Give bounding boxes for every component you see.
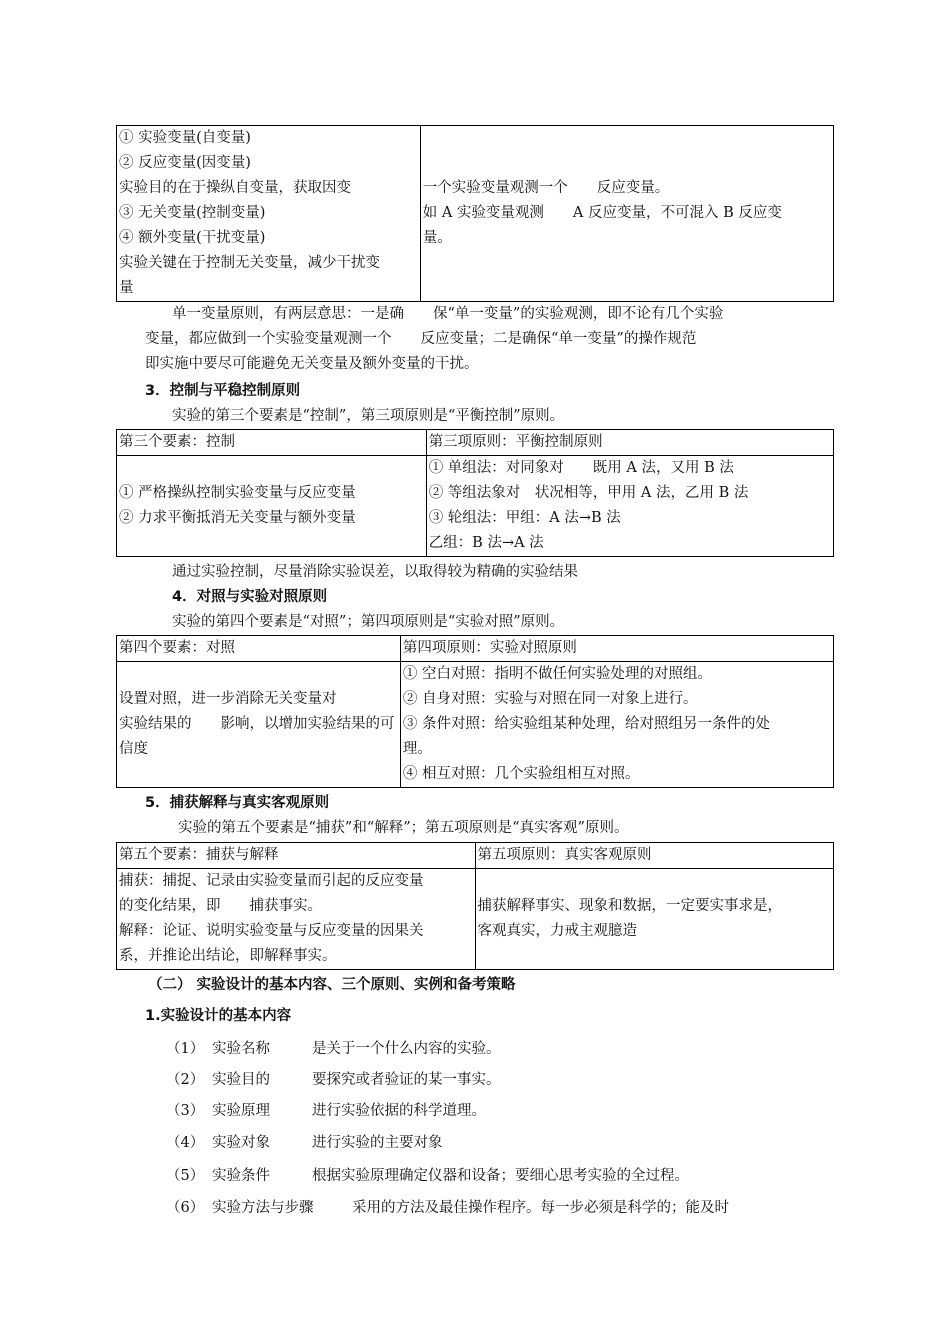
section-heading: 5．捕获解释与真实客观原则: [145, 795, 330, 811]
cell-line: ② 力求平衡抵消无关变量与额外变量: [119, 510, 356, 526]
table-row: [117, 456, 834, 557]
cell-line: ② 自身对照：实验与对照在同一对象上进行。: [402, 691, 698, 707]
table-row: [117, 430, 834, 456]
cell-line: 解释：论证、说明实验变量与反应变量的因果关: [119, 923, 424, 939]
item-number: （2）: [166, 1072, 205, 1088]
section-intro: 实验的第四个要素是“对照”；第四项原则是“实验对照”原则。: [172, 614, 565, 630]
sub-heading: 1.实验设计的基本内容: [145, 1008, 292, 1024]
cell-line: ① 单组法：对同象对 既用 A 法，又用 B 法: [428, 460, 734, 476]
table-header-cell: 第三个要素：控制: [117, 430, 427, 456]
table-cell: [117, 456, 427, 557]
item-number: （3）: [166, 1103, 205, 1119]
section-intro: 实验的第五个要素是“捕获”和“解释”；第五项原则是“真实客观”原则。: [178, 820, 629, 836]
table-cell: [117, 662, 401, 788]
paragraph-line: 即实施中要尽可能避免无关变量及额外变量的干扰。: [145, 356, 479, 372]
item-number: （5）: [166, 1168, 205, 1184]
section-heading: 3．控制与平稳控制原则: [145, 383, 301, 399]
item-number: （6）: [166, 1200, 205, 1216]
table-cell: [426, 456, 833, 557]
cell-line: 量: [119, 280, 134, 296]
list-item: [0, 1196, 950, 1221]
item-description: 要探究或者验证的某一事实。: [312, 1072, 501, 1088]
cell-line: 信度: [119, 741, 148, 757]
cell-line: 捕获解释事实、现象和数据，一定要实事求是，: [477, 898, 783, 914]
cell-line: 客观真实，力戒主观臆造: [477, 923, 638, 939]
item-name: 实验条件: [212, 1168, 270, 1184]
table-cell: [117, 869, 476, 970]
variables-table: [116, 125, 834, 302]
item-number: （1）: [166, 1041, 205, 1057]
item-number: （4）: [166, 1135, 205, 1151]
cell-line: ② 反应变量(因变量): [119, 155, 251, 171]
item-description: 是关于一个什么内容的实验。: [312, 1041, 501, 1057]
table-row: [117, 843, 834, 869]
cell-line: 实验关键在于控制无关变量，减少干扰变: [119, 255, 380, 271]
table-header-cell: 第五个要素：捕获与解释: [117, 843, 476, 869]
item-name: 实验原理: [212, 1103, 270, 1119]
item-name: 实验方法与步骤: [212, 1200, 314, 1216]
item-description: 进行实验依据的科学道理。: [312, 1103, 486, 1119]
list-item: [0, 1037, 950, 1062]
list-item: [0, 1164, 950, 1189]
list-item: [0, 1068, 950, 1093]
cell-line: ① 实验变量(自变量): [119, 130, 251, 146]
table-cell: [475, 869, 833, 970]
paragraph-line: 变量，都应做到一个实验变量观测一个 反应变量；二是确保“单一变量”的操作规范: [145, 331, 697, 347]
cell-line: 实验结果的 影响，以增加实验结果的可: [119, 716, 395, 732]
cell-line: ④ 相互对照：几个实验组相互对照。: [402, 766, 640, 782]
cell-line: ③ 无关变量(控制变量): [119, 205, 266, 221]
section-note: 通过实验控制，尽量消除实验误差，以取得较为精确的实验结果: [172, 564, 578, 580]
section-intro: 实验的第三个要素是“控制”，第三项原则是“平衡控制”原则。: [172, 408, 565, 424]
cell-line: ② 等组法象对 状况相等，甲用 A 法，乙用 B 法: [428, 485, 749, 501]
item-description: 根据实验原理确定仪器和设备；要细心思考实验的全过程。: [312, 1168, 689, 1184]
variables-cell-left: [117, 126, 421, 302]
section-heading: 4．对照与实验对照原则: [172, 589, 328, 605]
list-item: [0, 1131, 950, 1156]
table-row: [117, 636, 834, 662]
table-header-cell: 第四项原则：实验对照原则: [400, 636, 833, 662]
table-cell: [400, 662, 833, 788]
cell-line: 的变化结果，即 捕获事实。: [119, 898, 322, 914]
cell-line: 量。: [422, 230, 452, 246]
cell-line: 实验目的在于操纵自变量，获取因变: [119, 180, 351, 196]
control-table: [116, 429, 834, 557]
table-header-cell: 第五项原则：真实客观原则: [475, 843, 833, 869]
cell-line: 理。: [402, 741, 432, 757]
table-header-cell: 第四个要素：对照: [117, 636, 401, 662]
cell-line: ③ 轮组法：甲组：A 法→B 法: [428, 510, 621, 526]
cell-line: 如 A 实验变量观测 A 反应变量，不可混入 B 反应变: [422, 205, 782, 221]
cell-line: 乙组：B 法→A 法: [428, 535, 544, 551]
item-description: 采用的方法及最佳操作程序。每一步必须是科学的；能及时: [352, 1200, 729, 1216]
cell-line: 系，并推论出结论，即解释事实。: [119, 948, 337, 964]
table-row: [117, 126, 834, 302]
cell-line: 捕获：捕捉、记录由实验变量而引起的反应变量: [119, 873, 424, 889]
cell-line: ③ 条件对照：给实验组某种处理，给对照组另一条件的处: [402, 716, 770, 732]
contrast-table: [116, 635, 834, 788]
table-row: [117, 869, 834, 970]
list-item: [0, 1099, 950, 1124]
part-heading: （二） 实验设计的基本内容、三个原则、实例和备考策略: [148, 977, 516, 993]
table-row: [117, 662, 834, 788]
paragraph-line: 单一变量原则，有两层意思：一是确 保“单一变量”的实验观测，即不论有几个实验: [172, 306, 724, 322]
cell-line: 一个实验变量观测一个 反应变量。: [422, 180, 670, 196]
table-header-cell: 第三项原则：平衡控制原则: [426, 430, 833, 456]
item-description: 进行实验的主要对象: [312, 1135, 443, 1151]
cell-line: ① 空白对照：指明不做任何实验处理的对照组。: [402, 666, 712, 682]
variables-cell-right: [420, 126, 833, 302]
cell-line: ④ 额外变量(干扰变量): [119, 230, 266, 246]
cell-line: 设置对照，进一步消除无关变量对: [119, 691, 337, 707]
item-name: 实验名称: [212, 1041, 270, 1057]
item-name: 实验目的: [212, 1072, 270, 1088]
capture-table: [116, 842, 834, 970]
cell-line: ① 严格操纵控制实验变量与反应变量: [119, 485, 356, 501]
item-name: 实验对象: [212, 1135, 270, 1151]
